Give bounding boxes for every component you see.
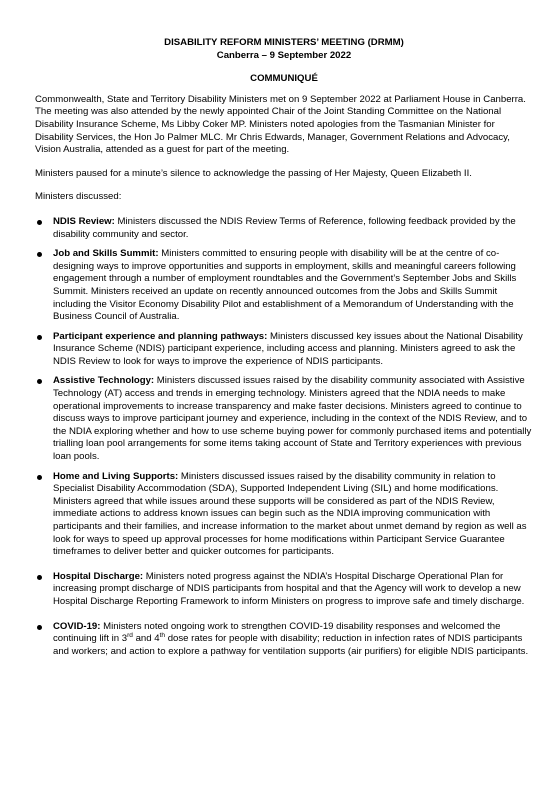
list-item-ndis-review — [35, 216, 533, 241]
item-term: NDIS Review: — [53, 215, 115, 227]
intro-paragraph: Commonwealth, State and Territory Disability Ministers met on 9 September 2022 at Parliament House in Canberra. The meeting was also attended by the newly appointed Chair of the Joint Standing Committee on the National Disability Insurance Scheme, Ms Libby Coker MP. Ministers noted apologies from the Tasmanian Minister for Disability Services, the Hon Jo Palmer MLC. Mr Chris Edwards, Manager, Government Relations and Advocacy, Vision Australia, attended as a guest for part of the meeting. — [35, 93, 526, 156]
item-text-c: dose rates for people with disability; reduction in infection rates of NDIS participants and workers; and action to explore a pathway for ventilation supports (air purifiers) for eligible NDIS participants. — [53, 633, 529, 657]
list-item-hospital-discharge — [35, 571, 533, 609]
bullet-icon — [37, 625, 42, 630]
item-text: Ministers discussed key issues about the National Disability Insurance Scheme (NDIS) participant experience, including access and planning. Ministers agreed to ask the NDIS Review to look for ways to improve the experience of NDIS participants. — [53, 330, 523, 367]
bullet-icon — [37, 220, 42, 225]
item-term: Hospital Discharge: — [53, 570, 144, 582]
item-term: Home and Living Supports: — [53, 470, 179, 482]
bullet-icon — [37, 335, 42, 340]
ordinal-suffix: rd — [127, 631, 133, 639]
item-term: Participant experience and planning pathways: — [53, 330, 268, 342]
discussed-lead-in: Ministers discussed: — [35, 191, 122, 203]
item-text-b: and 4 — [132, 633, 160, 645]
item-text: Ministers discussed issues raised by the disability community associated with Assistive Technology (AT) access and trends in emerging technology. Ministers agreed that the NDIA needs to make operational improvements to increase transparency and make faster decisions. Ministers agreed to continue to discuss ways to improve participant journey and experience, including in the context of the NDIS Review, and to the NDIA exploring whether and how to use scheme buying power for commonly purchased items and potentially trialling loan pool arrangements for some items taking account of State and Territory experiences with previous loan pools. — [53, 375, 532, 463]
meeting-location-date: Canberra – 9 September 2022 — [216, 49, 352, 61]
bullet-icon — [37, 575, 42, 580]
item-term: Job and Skills Summit: — [53, 248, 159, 260]
document-type: COMMUNIQUÉ — [250, 73, 318, 85]
ordinal-suffix: th — [159, 631, 166, 639]
list-item-assistive-technology — [35, 375, 533, 463]
document-page — [35, 37, 533, 665]
bullet-icon — [37, 252, 42, 257]
tribute-paragraph: Ministers paused for a minute’s silence to acknowledge the passing of Her Majesty, Queen Elizabeth II. — [35, 167, 472, 179]
list-item-home-living-supports — [35, 471, 533, 559]
discussion-list — [35, 216, 533, 658]
item-text: Ministers discussed the NDIS Review Terms of Reference, following feedback provided by the disability community and sector. — [53, 215, 516, 240]
meeting-title: DISABILITY REFORM MINISTERS’ MEETING (DRMM) — [164, 37, 404, 48]
item-text: Ministers committed to ensuring people with disability will be at the centre of co-designing ways to improve opportunities and supports in employment, skills and meaningful careers following engagement through a number of employment roundtables and the Government’s September Jobs and Skills Summit. Ministers received an update on recently announced outcomes from the Jobs and Skills Summit including the Visitor Economy Disability Pilot and establishment of a Memorandum of Understanding with the Business Council of Australia. — [53, 248, 517, 323]
item-term: Assistive Technology: — [53, 375, 155, 387]
list-item-covid-19 — [35, 621, 533, 659]
item-text-a: Ministers noted ongoing work to strengthen COVID-19 disability responses and welcomed the continuing lift in 3 — [53, 620, 501, 645]
bullet-icon — [37, 379, 42, 384]
list-item-participant-experience — [35, 331, 533, 369]
item-text: Ministers noted progress against the NDIA’s Hospital Discharge Operational Plan for increasing prompt discharge of NDIS participants from hospital and that the Agency will work to develop a new Hospital Discharge Reporting Framework to inform Ministers on progress to improve safe and timely discharge. — [53, 570, 525, 607]
item-text: Ministers discussed issues raised by the disability community in relation to Specialist Disability Accommodation (SDA), Supported Independent Living (SIL) and home modifications. Ministers agreed that while issues around these supports will be considered as part of the NDIS Review, immediate actions to address known issues can begin such as the NDIA improving communication with participants and their families, and increase information to the market about unmet demand by region as well as look for ways to speed up approval processes for home modifications within Participant Service Guarantee timeframes to deliver better and quicker outcomes for participants. — [53, 470, 527, 558]
bullet-icon — [37, 475, 42, 480]
list-item-jobs-skills-summit — [35, 248, 533, 324]
item-term: COVID-19: — [53, 620, 101, 632]
